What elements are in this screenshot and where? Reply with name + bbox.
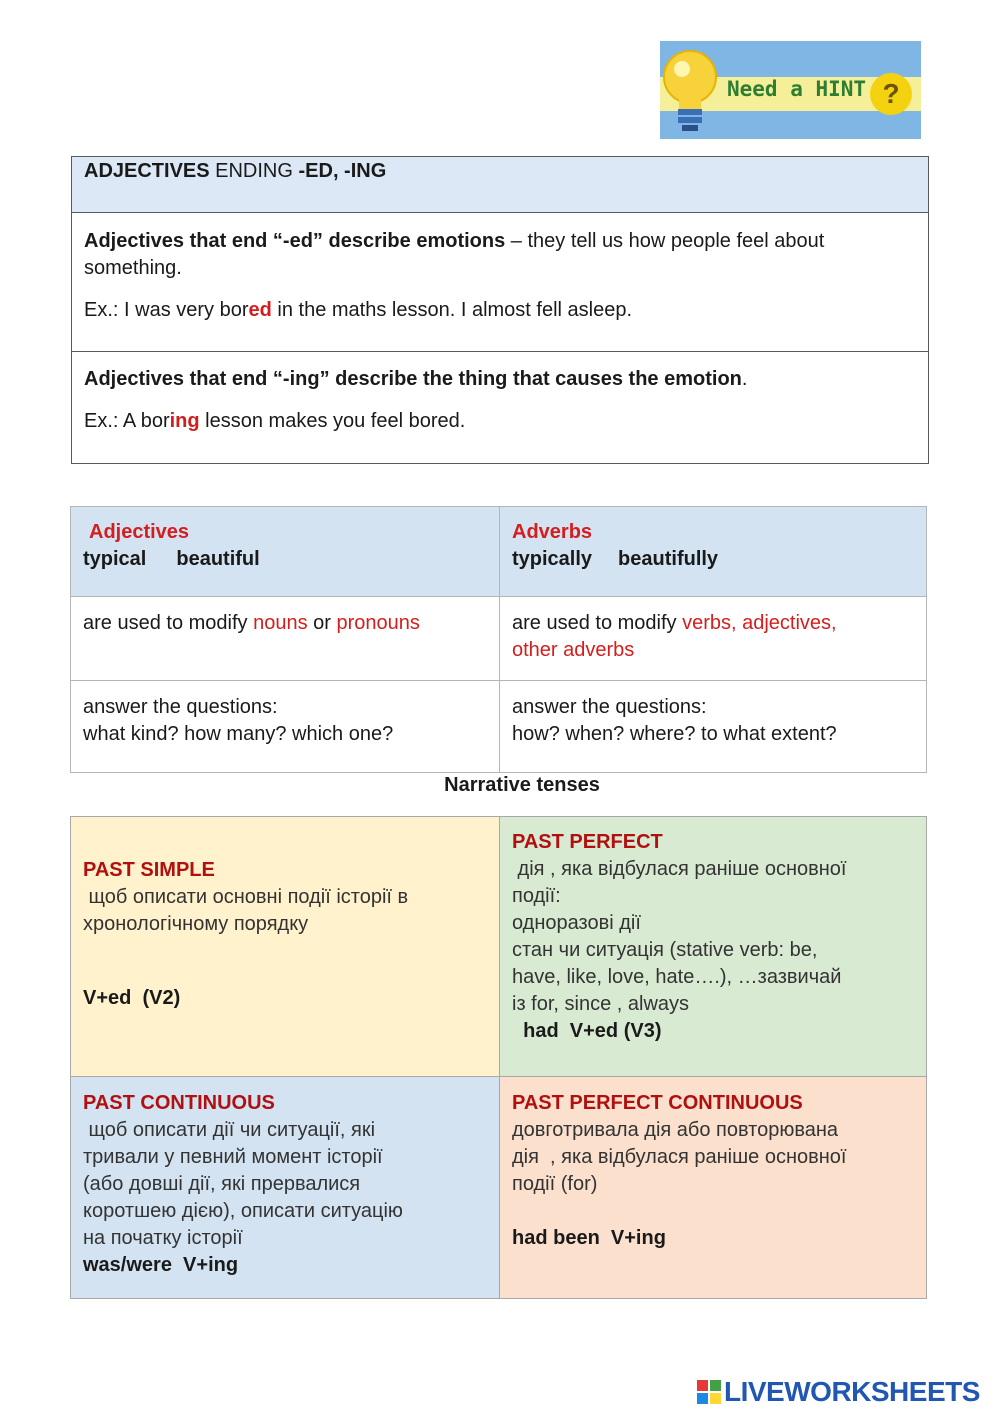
- question-mark-icon: ?: [870, 73, 912, 115]
- ed-rule-rest: – they tell us how people feel about something.: [84, 230, 825, 279]
- adjectives-questions-cell: [70, 680, 500, 773]
- past-continuous-line: на початку історії: [83, 1227, 243, 1249]
- ed-example-pre: Ex.: I was very bor: [84, 299, 249, 321]
- past-perfect-cell: [499, 816, 927, 1077]
- ed-example: [84, 297, 916, 324]
- adjectives-questions: what kind? how many? which one?: [83, 723, 394, 745]
- adverbs-questions: how? when? where? to what extent?: [512, 723, 837, 745]
- past-simple-cell: [70, 816, 500, 1077]
- ing-example-pre: Ex.: A bor: [84, 410, 170, 432]
- ing-example-highlight: ing: [169, 410, 200, 432]
- adjectives-adverbs-table: [70, 506, 927, 773]
- ing-rule: [84, 366, 916, 393]
- past-perfect-line: дія , яка відбулася раніше основної: [512, 858, 847, 880]
- adjectives-use-nouns: nouns: [253, 612, 308, 634]
- liveworksheets-logo-icon: [697, 1380, 721, 1404]
- ed-rule: [84, 228, 916, 282]
- adverbs-questions-cell: [499, 680, 927, 773]
- adverbs-use-verbs-adjectives: verbs, adjectives,: [682, 612, 837, 634]
- ed-rule-bold: Adjectives that end “-ed” describe emotions: [84, 230, 506, 252]
- ing-example-post: lesson makes you feel bored.: [199, 410, 466, 432]
- ing-rule-rest: .: [741, 368, 748, 390]
- adverbs-use-pre: are used to modify: [512, 612, 683, 634]
- lightbulb-icon: [660, 41, 720, 139]
- past-perfect-formula: had V+ed (V3): [512, 1020, 662, 1042]
- past-perfect-title: PAST PERFECT: [512, 831, 663, 853]
- past-continuous-cell: [70, 1076, 500, 1299]
- adjectives-questions-intro: answer the questions:: [83, 696, 278, 718]
- adverbs-questions-intro: answer the questions:: [512, 696, 707, 718]
- past-perfect-line: із for, since , always: [512, 993, 690, 1015]
- past-perfect-continuous-cell: [499, 1076, 927, 1299]
- adjectives-heading: Adjectives: [89, 521, 190, 543]
- adjectives-use-pre: are used to modify: [83, 612, 254, 634]
- past-perfect-line: стан чи ситуація (stative verb: be,: [512, 939, 818, 961]
- adverbs-use-cell: [499, 596, 927, 681]
- past-perfect-continuous-line: події (for): [512, 1173, 598, 1195]
- table1-title-mid: ENDING: [209, 160, 299, 182]
- narrative-tenses-title: Narrative tenses: [444, 774, 600, 796]
- past-perfect-continuous-title: PAST PERFECT CONTINUOUS: [512, 1092, 803, 1114]
- past-simple-line: щоб описати основні події історії в: [83, 886, 409, 908]
- adverbs-header-cell: [499, 506, 927, 597]
- adverb-example-typically: typically: [512, 548, 593, 570]
- past-continuous-line: щоб описати дії чи ситуації, які: [83, 1119, 376, 1141]
- ed-example-post: in the maths lesson. I almost fell asleep.: [271, 299, 633, 321]
- ed-rule-cell: [72, 213, 928, 352]
- hint-label: Need a HINT: [727, 77, 867, 101]
- past-continuous-formula: was/were V+ing: [83, 1254, 239, 1276]
- past-simple-line: хронологічному порядку: [83, 913, 309, 935]
- adjectives-ed-ing-table: [71, 156, 929, 464]
- adverb-example-beautifully: beautifully: [618, 548, 719, 570]
- adjective-example-beautiful: beautiful: [176, 548, 260, 570]
- past-perfect-line: події:: [512, 885, 561, 907]
- past-continuous-line: коротшею дією), описати ситуацію: [83, 1200, 403, 1222]
- adjective-example-typical: typical: [83, 548, 147, 570]
- table1-header: [72, 157, 928, 213]
- table1-title-end: -ED, -ING: [298, 160, 387, 182]
- adverbs-examples: [512, 546, 914, 573]
- past-perfect-continuous-line: довготривала дія або повторювана: [512, 1119, 839, 1141]
- past-perfect-line: одноразові дії: [512, 912, 641, 934]
- past-continuous-line: тривали у певний момент історії: [83, 1146, 383, 1168]
- past-continuous-line: (або довші дії, які прервалися: [83, 1173, 361, 1195]
- adjectives-use-cell: [70, 596, 500, 681]
- hint-button[interactable]: [660, 41, 921, 139]
- adjectives-header-cell: [70, 506, 500, 597]
- adverbs-use-other-adverbs: other adverbs: [512, 639, 635, 661]
- liveworksheets-logo-text: LIVEWORKSHEETS: [724, 1376, 980, 1407]
- adverbs-heading: Adverbs: [512, 521, 593, 543]
- past-perfect-continuous-line: дія , яка відбулася раніше основної: [512, 1146, 847, 1168]
- adjectives-examples: [83, 546, 487, 573]
- ed-example-highlight: ed: [248, 299, 272, 321]
- ing-example: [84, 408, 916, 435]
- ing-rule-cell: [72, 352, 928, 463]
- past-continuous-title: PAST CONTINUOUS: [83, 1092, 275, 1114]
- past-perfect-continuous-formula: had been V+ing: [512, 1227, 666, 1249]
- past-simple-title: PAST SIMPLE: [83, 859, 215, 881]
- past-simple-formula: V+ed (V2): [83, 987, 181, 1009]
- adjectives-use-or: or: [307, 612, 337, 634]
- ing-rule-bold: Adjectives that end “-ing” describe the thing that causes the emotion: [84, 368, 742, 390]
- past-perfect-line: have, like, love, hate….), …зазвичай: [512, 966, 842, 988]
- adjectives-use-pronouns: pronouns: [336, 612, 420, 634]
- table1-title-bold: ADJECTIVES: [84, 160, 210, 182]
- liveworksheets-logo: [697, 1376, 980, 1412]
